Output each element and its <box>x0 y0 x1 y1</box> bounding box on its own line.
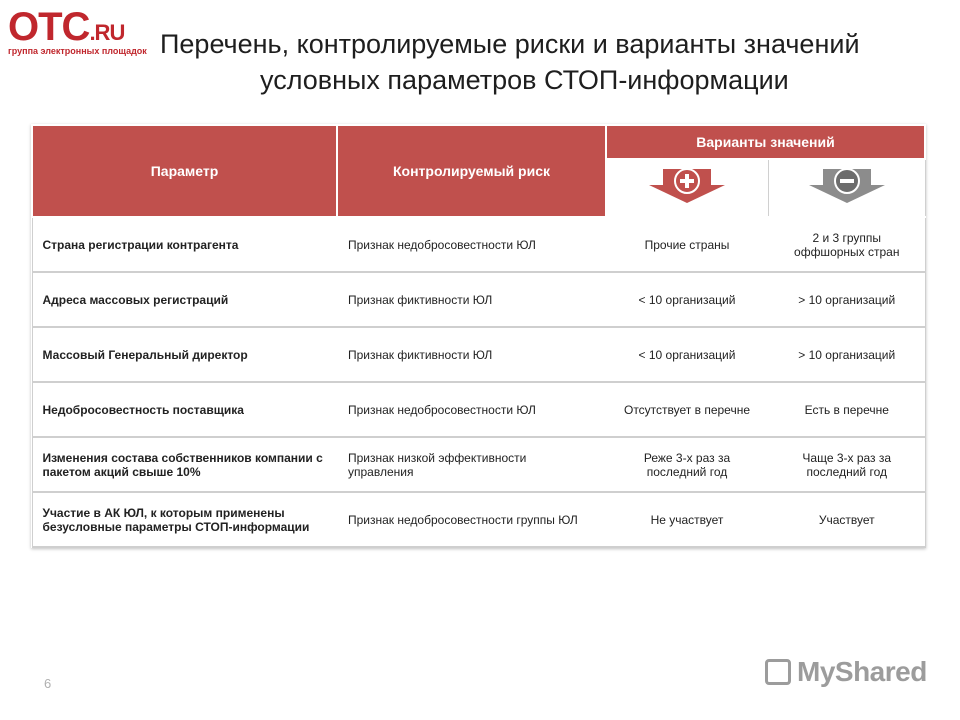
plus-arrow-icon <box>606 159 768 217</box>
watermark-text: MyShared <box>797 656 927 687</box>
table-row <box>32 217 925 272</box>
row-plus-value: < 10 организаций <box>606 327 768 382</box>
table-row <box>32 437 925 492</box>
row-risk: Признак недобросовестности ЮЛ <box>337 382 606 437</box>
row-risk: Признак недобросовестности группы ЮЛ <box>337 492 606 547</box>
logo-tagline: группа электронных площадок <box>8 46 147 56</box>
row-minus-value: > 10 организаций <box>768 327 925 382</box>
row-minus-value: 2 и 3 группы оффшорных стран <box>768 217 925 272</box>
logo <box>8 6 148 56</box>
row-risk: Признак фиктивности ЮЛ <box>337 272 606 327</box>
row-risk: Признак фиктивности ЮЛ <box>337 327 606 382</box>
slide-title <box>160 26 920 98</box>
page-number: 6 <box>44 676 52 691</box>
title-line-1: Перечень, контролируемые риски и варианты значений <box>160 29 860 59</box>
logo-brand: OTC <box>8 5 90 49</box>
parameters-table <box>31 124 926 548</box>
minus-arrow-icon <box>768 159 925 217</box>
table-row <box>32 327 925 382</box>
header-param: Параметр <box>32 125 337 217</box>
row-param: Страна регистрации контрагента <box>32 217 337 272</box>
row-minus-value: Участвует <box>768 492 925 547</box>
row-risk: Признак низкой эффективности управления <box>337 437 606 492</box>
row-minus-value: Есть в перечне <box>768 382 925 437</box>
row-param: Участие в АК ЮЛ, к которым применены безусловные параметры СТОП-информации <box>32 492 337 547</box>
row-plus-value: Не участвует <box>606 492 768 547</box>
row-param: Недобросовестность поставщика <box>32 382 337 437</box>
watermark-logo-icon <box>765 659 791 685</box>
logo-suffix: .RU <box>89 20 125 45</box>
table-row <box>32 492 925 547</box>
row-minus-value: > 10 организаций <box>768 272 925 327</box>
row-plus-value: Реже 3-х раз за последний год <box>606 437 768 492</box>
row-param: Массовый Генеральный директор <box>32 327 337 382</box>
row-plus-value: Отсутствует в перечне <box>606 382 768 437</box>
watermark <box>765 656 927 688</box>
table-row <box>32 272 925 327</box>
row-minus-value: Чаще 3-х раз за последний год <box>768 437 925 492</box>
row-plus-value: < 10 организаций <box>606 272 768 327</box>
row-risk: Признак недобросовестности ЮЛ <box>337 217 606 272</box>
header-variants: Варианты значений <box>606 125 925 159</box>
row-param: Изменения состава собственников компании с пакетом акций свыше 10% <box>32 437 337 492</box>
row-param: Адреса массовых регистраций <box>32 272 337 327</box>
header-risk: Контролируемый риск <box>337 125 606 217</box>
table-row <box>32 382 925 437</box>
row-plus-value: Прочие страны <box>606 217 768 272</box>
title-line-2: условных параметров СТОП-информации <box>260 65 789 95</box>
